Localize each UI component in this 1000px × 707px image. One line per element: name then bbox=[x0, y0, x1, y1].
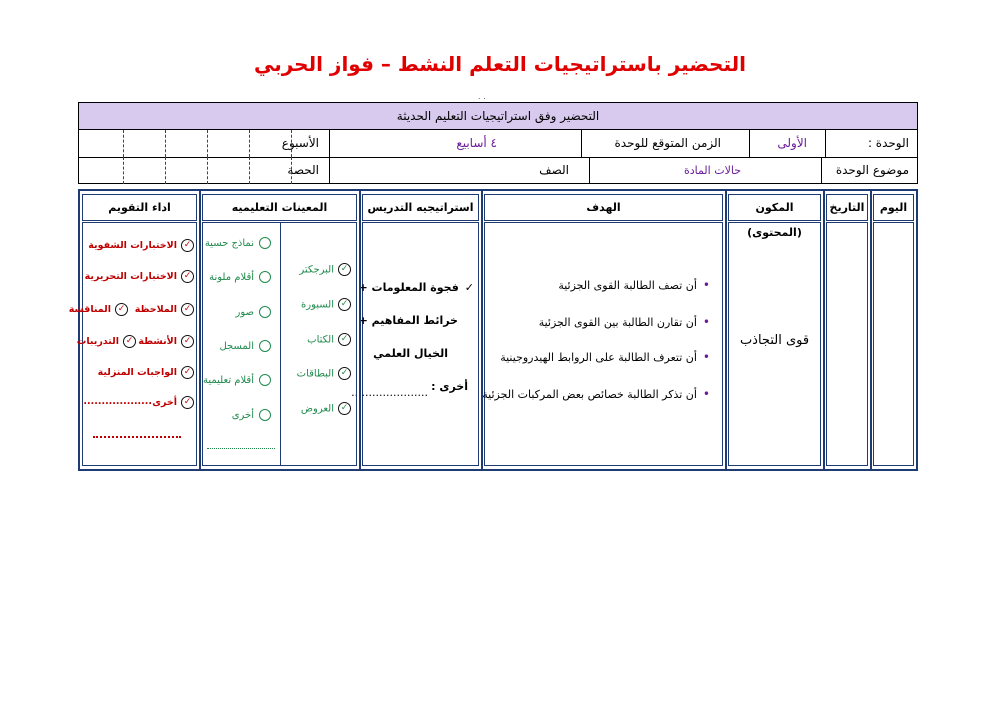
component-text: قوى التجاذب bbox=[739, 333, 810, 348]
matter-states: حالات المادة bbox=[683, 164, 741, 177]
goal-column bbox=[482, 191, 725, 469]
aid-item-checked: ✓البرجكتر bbox=[299, 263, 351, 276]
expected-time-label: الزمن المتوقع للوحدة bbox=[614, 136, 721, 150]
check-circle-icon: ✓ bbox=[181, 303, 194, 316]
check-circle-icon: ✓ bbox=[123, 335, 136, 348]
aid-item: صور bbox=[236, 306, 272, 318]
goal-item: •أن تصف الطالبة القوى الجزئية bbox=[558, 278, 710, 292]
strategy-dots: ...................... bbox=[351, 386, 428, 399]
topic-label: موضوع الوحدة bbox=[835, 163, 909, 177]
day-column bbox=[871, 191, 916, 469]
aid-item-checked: ✓السبورة bbox=[301, 298, 351, 311]
unit-label: الوحدة : bbox=[867, 136, 909, 150]
check-circle-icon: ✓ bbox=[181, 239, 194, 252]
aid-item-checked: ✓البطاقات bbox=[297, 367, 351, 380]
circle-icon bbox=[259, 409, 271, 421]
date-column bbox=[824, 191, 870, 469]
unit-value: الأولى bbox=[777, 136, 807, 150]
evaluation-header: اداء التقويم bbox=[82, 194, 197, 221]
circle-icon bbox=[259, 340, 271, 352]
aids-header: المعينات التعليميه bbox=[202, 194, 357, 221]
circle-icon bbox=[259, 237, 271, 249]
circle-icon bbox=[259, 271, 271, 283]
check-circle-icon: ✓ bbox=[338, 263, 351, 276]
info-box bbox=[78, 102, 918, 184]
eval-item: ✓الاختبارات الشفوية bbox=[88, 239, 194, 252]
goal-item: •أن تقارن الطالبة بين القوى الجزئية bbox=[538, 315, 710, 329]
eval-item: ✓الاختبارات التحريرية bbox=[85, 270, 194, 283]
check-circle-icon: ✓ bbox=[181, 335, 194, 348]
expected-time-value: ٤ أسابيع bbox=[456, 136, 497, 150]
check-circle-icon: ✓ bbox=[338, 333, 351, 346]
check-circle-icon: ✓ bbox=[338, 402, 351, 415]
eval-item: ✓الملاحظة bbox=[135, 303, 194, 316]
check-circle-icon: ✓ bbox=[181, 366, 194, 379]
info-row-unit bbox=[79, 130, 917, 158]
eval-item: ✓التدريبات bbox=[77, 335, 136, 348]
circle-icon bbox=[259, 374, 271, 386]
eval-item: ✓الأنشطة bbox=[138, 335, 194, 348]
class-label: الصف bbox=[539, 163, 569, 177]
evaluation-column bbox=[68, 191, 199, 469]
check-circle-icon: ✓ bbox=[338, 367, 351, 380]
period-label: الحصة bbox=[287, 163, 319, 177]
eval-item: ✓أخرى bbox=[152, 396, 194, 409]
date-header: التاريخ bbox=[826, 194, 868, 221]
aid-item: أخرى bbox=[232, 409, 271, 421]
eval-item: ✓الواجبات المنزلية bbox=[98, 366, 194, 379]
check-circle-icon: ✓ bbox=[181, 396, 194, 409]
check-circle-icon: ✓ bbox=[181, 270, 194, 283]
aid-item-checked: ✓الكتاب bbox=[307, 333, 351, 346]
strategy-item: ✓فجوة المعلومات + bbox=[358, 281, 474, 294]
eval-item: ✓المناقشة bbox=[69, 303, 128, 316]
aid-item: نماذج حسية bbox=[205, 237, 271, 249]
circle-icon bbox=[259, 306, 271, 318]
goal-item: •أن تذكر الطالبة خصائص بعض المركبات الجزئية bbox=[482, 387, 710, 401]
check-circle-icon: ✓ bbox=[115, 303, 128, 316]
strategy-item: أخرى : bbox=[431, 380, 468, 393]
strategy-item: خرائط المفاهيم + bbox=[358, 314, 458, 327]
aid-item: المسجل bbox=[219, 340, 271, 352]
component-column bbox=[726, 191, 823, 469]
component-header: المكون (المحتوى) bbox=[728, 194, 821, 221]
lesson-table bbox=[68, 189, 918, 471]
goal-header: الهدف bbox=[484, 194, 723, 221]
check-circle-icon: ✓ bbox=[338, 298, 351, 311]
top-dots: . . bbox=[478, 92, 486, 101]
strategy-header: استراتيجيه التدريس bbox=[362, 194, 479, 221]
strategy-column bbox=[351, 191, 481, 469]
day-header: اليوم bbox=[873, 194, 914, 221]
eval-dots: ................... bbox=[83, 396, 152, 407]
aid-item: أقلام ملونة bbox=[209, 271, 271, 283]
week-label: الأسبوع bbox=[281, 136, 319, 150]
check-icon: ✓ bbox=[464, 281, 474, 294]
aid-item-checked: ✓العروض bbox=[301, 402, 351, 415]
info-row-topic bbox=[79, 157, 917, 184]
aid-item: أقلام تعليمية bbox=[203, 374, 271, 386]
goal-item: •أن تتعرف الطالبة على الروابط الهيدروجينية bbox=[500, 350, 710, 364]
aids-column bbox=[200, 191, 359, 469]
info-header: التحضير وفق استراتيجيات التعليم الحديثة bbox=[79, 103, 917, 130]
page-title: التحضير باستراتيجيات التعلم النشط – فواز الحربي bbox=[254, 52, 746, 76]
strategy-item: الخيال العلمي bbox=[373, 347, 448, 360]
